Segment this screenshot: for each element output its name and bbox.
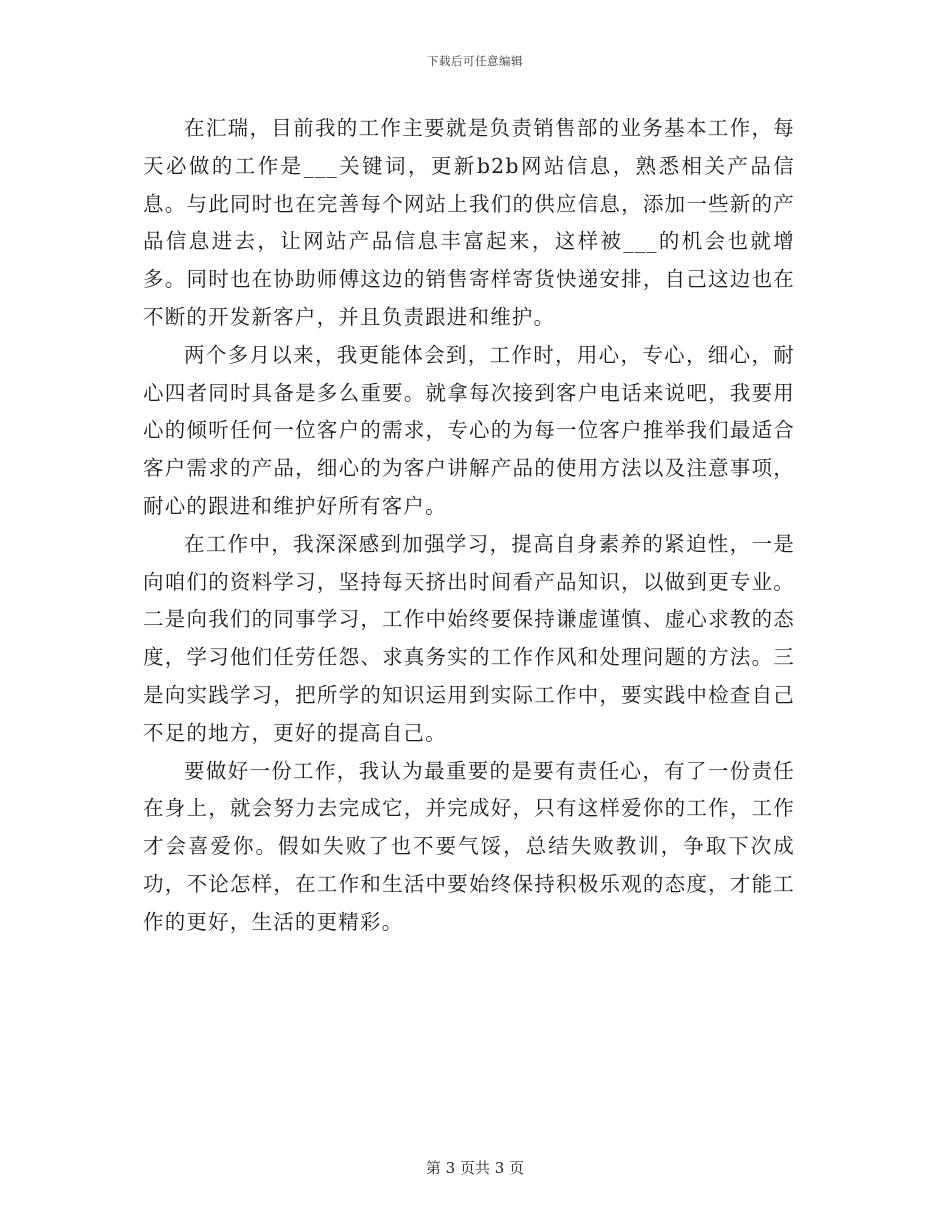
page-header: 下载后可任意编辑: [427, 54, 523, 68]
paragraph-1: 在汇瑞，目前我的工作主要就是负责销售部的业务基本工作，每天必做的工作是___关键词，更新b2b网站信息，熟悉相关产品信息。与此同时也在完善每个网站上我们的供应信息，添加一些新的产品信息进去，让网站产品信息丰富起来，这样被___的机会也就增多。同时也在协助师傅这边的销售寄样寄货快递安排，自己这边也在不断的开发新客户，并且负责跟进和维护。: [143, 116, 795, 329]
document-body: [143, 110, 795, 942]
paragraph-4: 要做好一份工作，我认为最重要的是要有责任心，有了一份责任在身上，就会努力去完成它，并完成好，只有这样爱你的工作，工作才会喜爱你。假如失败了也不要气馁，总结失败教训，争取下次成功，不论怎样，在工作和生活中要始终保持积极乐观的态度，才能工作的更好，生活的更精彩。: [143, 758, 795, 934]
paragraph-2: 两个多月以来，我更能体会到，工作时，用心，专心，细心，耐心四者同时具备是多么重要。就拿每次接到客户电话来说吧，我要用心的倾听任何一位客户的需求，专心的为每一位客户推举我们最适合客户需求的产品，细心的为客户讲解产品的使用方法以及注意事项，耐心的跟进和维护好所有客户。: [143, 342, 795, 518]
paragraph-3: 在工作中，我深深感到加强学习，提高自身素养的紧迫性，一是向咱们的资料学习，坚持每天挤出时间看产品知识，以做到更专业。二是向我们的同事学习，工作中始终要保持谦虚谨慎、虚心求教的态度，学习他们任劳任怨、求真务实的工作作风和处理问题的方法。三是向实践学习，把所学的知识运用到实际工作中，要实践中检查自己不足的地方，更好的提高自己。: [143, 531, 795, 745]
page-number-footer: 第 3 页共 3 页: [425, 1159, 525, 1177]
